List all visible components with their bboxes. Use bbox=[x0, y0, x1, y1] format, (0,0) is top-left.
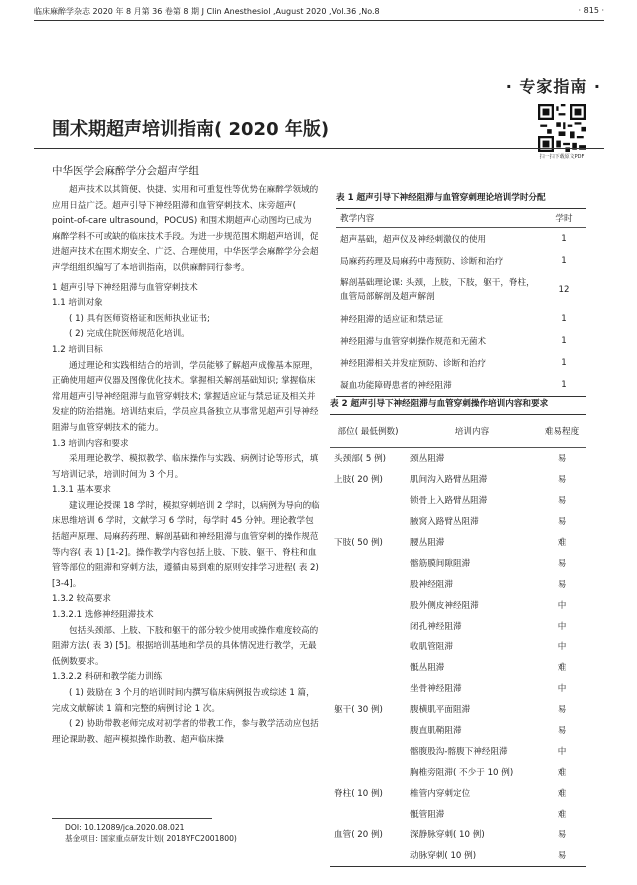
page-title: 围术期超声培训指南( 2020 年版) bbox=[52, 119, 330, 140]
table-row bbox=[336, 330, 586, 352]
table-row bbox=[330, 782, 586, 803]
table-row bbox=[330, 552, 586, 573]
table2-cell-part: 头颈部( 5 例) bbox=[334, 454, 387, 465]
table2-cell-level: 中 bbox=[557, 642, 567, 653]
table1-cell-hours: 1 bbox=[561, 358, 567, 368]
table2-cell-item: 颈丛阻滞 bbox=[410, 454, 445, 465]
table2-cell-part bbox=[330, 636, 406, 657]
journal-info: 临床麻醉学杂志 2020 年 8 月第 36 卷第 8 期 J Clin Anesthesiol ,August 2020 ,Vol.36 ,No.8 bbox=[34, 7, 380, 16]
table2-cell-part bbox=[330, 615, 406, 636]
table-row bbox=[336, 308, 586, 330]
table2-cell-part bbox=[330, 552, 406, 573]
table2-cell-item: 骶管阻滞 bbox=[410, 809, 445, 820]
header-rule bbox=[34, 20, 604, 21]
paragraph: 超声技术以其简便、快捷、实用和可重复性等优势在麻醉学领域的应用日益广泛。超声引导下神经阻滞和血管穿刺技术、床旁超声( point-of-care ultrasound，POCUS) 和围术期超声心动图均已成为麻醉学科不可或缺的临床技术手段。为进一步规范围术期超声培训，促进超声技术在围术期安全、广泛、合理使用，中华医学会麻醉学分会超声学组组织编写了本培训指南，以供麻醉同行参考。 bbox=[52, 185, 319, 273]
table2-cell-level: 中 bbox=[557, 600, 567, 611]
qr-caption: 扫一扫下载原文PDF bbox=[539, 154, 585, 160]
table1-header-hours: 学时 bbox=[542, 209, 586, 228]
table-row bbox=[336, 352, 586, 374]
table2-cell-part bbox=[330, 720, 406, 741]
table2-cell-item: 椎管内穿刺定位 bbox=[410, 788, 471, 799]
paragraph: ( 2) 协助带教老师完成对初学者的带教工作，参与教学活动应包括理论课助教、超声模拟操作助教、超声临床操 bbox=[52, 719, 319, 745]
table2-cell-part bbox=[330, 761, 406, 782]
table2-cell-item: 腹横肌平面阻滞 bbox=[410, 705, 471, 716]
table1-cell-content: 凝血功能障碍患者的神经阻滞 bbox=[340, 381, 452, 391]
table1-cell-content: 局麻药药理及局麻药中毒预防、诊断和治疗 bbox=[340, 257, 504, 267]
table2-cell-level: 易 bbox=[557, 496, 567, 507]
paragraph: 1.3 培训内容和要求 bbox=[52, 438, 129, 449]
table2-cell-item: 深静脉穿刺( 10 例) bbox=[410, 830, 485, 841]
fund: 基金项目: 国家重点研发计划( 2018YFC2001800) bbox=[65, 834, 237, 843]
table1-cell-content: 超声基础，超声仪及神经刺激仪的使用 bbox=[340, 235, 487, 245]
table1-header-row bbox=[336, 209, 586, 228]
table2-cell-level: 中 bbox=[557, 684, 567, 695]
paragraph: 1.1 培训对象 bbox=[52, 298, 103, 309]
table-row bbox=[330, 824, 586, 845]
table2-cell-level: 易 bbox=[557, 705, 567, 716]
table-row bbox=[330, 594, 586, 615]
table-row bbox=[330, 532, 586, 553]
table2-cell-item: 股外侧皮神经阻滞 bbox=[410, 600, 479, 611]
table2-cell-item: 髂腹股沟-髂腹下神经阻滞 bbox=[410, 746, 508, 757]
table1-cell-hours: 1 bbox=[561, 256, 567, 266]
table-row bbox=[330, 448, 586, 469]
table2-cell-item: 腋窝入路臂丛阻滞 bbox=[410, 517, 479, 528]
table-row bbox=[336, 250, 586, 272]
table2-cell-part: 上肢( 20 例) bbox=[334, 475, 383, 486]
table1 bbox=[336, 208, 586, 397]
table2-cell-part bbox=[330, 511, 406, 532]
table2-cell-item: 坐骨神经阻滞 bbox=[410, 684, 462, 695]
table2-header-part: 部位( 最低例数) bbox=[330, 415, 406, 448]
table-row bbox=[330, 740, 586, 761]
paragraph: 1.2 培训目标 bbox=[52, 344, 103, 355]
qr-code-icon bbox=[538, 104, 586, 152]
table2-cell-level: 难 bbox=[557, 767, 567, 778]
table-row bbox=[330, 636, 586, 657]
table-row bbox=[330, 490, 586, 511]
table2-cell-item: 闭孔神经阻滞 bbox=[410, 621, 462, 632]
table1-cell-hours: 1 bbox=[561, 380, 567, 390]
paragraph: 包括头颈部、上肢、下肢和躯干的部分较少使用或操作难度较高的阻滞方法( 表 3) [5]。根据培训基地和学员的具体情况进行教学，无最低例数要求。 bbox=[52, 625, 319, 667]
table2-header-level: 难易程度 bbox=[538, 415, 586, 448]
table2-cell-level: 易 bbox=[557, 851, 567, 862]
table-row bbox=[330, 573, 586, 594]
footnote bbox=[65, 822, 237, 844]
doi: DOI: 10.12089/jca.2020.08.021 bbox=[65, 823, 185, 832]
table2-cell-level: 易 bbox=[557, 579, 567, 590]
table2-cell-level: 易 bbox=[557, 726, 567, 737]
table2-cell-item: 收肌管阻滞 bbox=[410, 642, 453, 653]
table-row bbox=[330, 615, 586, 636]
table2-cell-level: 难 bbox=[557, 788, 567, 799]
paragraph: 采用理论教学、模拟教学、临床操作与实践、病例讨论等形式，填写培训记录，培训时间为 3 个月。 bbox=[52, 454, 319, 480]
table2-cell-part: 脊柱( 10 例) bbox=[334, 788, 383, 799]
table2-cell-level: 中 bbox=[557, 621, 567, 632]
table1-cell-content: 神经阻滞与血管穿刺操作规范和无菌术 bbox=[340, 337, 487, 347]
table2-cell-part: 躯干( 30 例) bbox=[334, 705, 383, 716]
table2-cell-item: 髂筋膜间隙阻滞 bbox=[410, 558, 471, 569]
table2-cell-item: 股神经阻滞 bbox=[410, 579, 453, 590]
table2-cell-item: 腰丛阻滞 bbox=[410, 538, 445, 548]
table-row bbox=[330, 678, 586, 699]
table2-cell-level: 易 bbox=[557, 517, 567, 528]
table1-cell-hours: 1 bbox=[561, 234, 567, 244]
table-row bbox=[330, 699, 586, 720]
paragraph: 1.3.2.1 选修神经阻滞技术 bbox=[52, 610, 154, 621]
paragraph: ( 1) 鼓励在 3 个月的培训时间内撰写临床病例报告或综述 1 篇，完成文献解读 1 篇和完整的病例讨论 1 次。 bbox=[52, 688, 315, 714]
table1-cell-hours: 1 bbox=[561, 336, 567, 346]
table2-cell-item: 锁骨上入路臂丛阻滞 bbox=[410, 496, 488, 507]
page-number: · 815 · bbox=[578, 6, 604, 15]
paragraph: 1.3.2 较高要求 bbox=[52, 594, 111, 605]
table2-cell-part bbox=[330, 678, 406, 699]
table2-cell-part: 下肢( 50 例) bbox=[334, 538, 383, 548]
table2-cell-level: 易 bbox=[557, 475, 567, 486]
table1-cell-content: 神经阻滞的适应证和禁忌证 bbox=[340, 315, 444, 325]
table2-cell-level: 难 bbox=[557, 809, 567, 820]
paragraph: ( 1) 具有医师资格证和医师执业证书; bbox=[69, 313, 210, 324]
paragraph: 1.3.1 基本要求 bbox=[52, 485, 111, 496]
table1-header-content: 教学内容 bbox=[336, 209, 542, 228]
table-row bbox=[336, 272, 586, 308]
table2-cell-level: 中 bbox=[557, 746, 567, 757]
footnote-rule bbox=[52, 818, 212, 819]
table-row bbox=[330, 761, 586, 782]
table2-cell-item: 肌间沟入路臂丛阻滞 bbox=[410, 475, 488, 486]
table-row bbox=[336, 374, 586, 397]
table-row bbox=[330, 720, 586, 741]
table2-cell-part bbox=[330, 573, 406, 594]
paragraph: 建议理论授课 18 学时，模拟穿刺培训 2 学时，以病例为导向的临床思维培训 6 学时，文献学习 6 学时，每学时 45 分钟。理论教学包括超声原理、局麻药药理、解剖基础和神经阻滞与血管穿刺的操作规范等内容( 表 1) [1-2]。操作教学内容包括上肢、下肢、躯干、脊柱和血管等部位的阻滞和穿刺方法，遵循由易到难的原则安排学习进程( 表 2) [3-4]。 bbox=[52, 500, 320, 589]
paragraph: 1.3.2.2 科研和教学能力训练 bbox=[52, 672, 163, 683]
table-row bbox=[330, 803, 586, 824]
paragraph: 1 超声引导下神经阻滞与血管穿刺技术 bbox=[52, 282, 198, 293]
table1-cell-hours: 12 bbox=[558, 285, 570, 295]
table2-cell-level: 易 bbox=[557, 830, 567, 841]
table2-cell-level: 难 bbox=[557, 663, 567, 674]
table1-cell-hours: 1 bbox=[561, 314, 567, 324]
paragraph: 通过理论和实践相结合的培训，学员能够了解超声成像基本原理，正确使用超声仪器及图像优化技术。掌握相关解剖基础知识; 掌握临床常用超声引导神经阻滞与血管穿刺技术; 掌握适应证与禁忌证及相关并发症的防治措施。培训结束后，学员应具备独立从事常见超声引导神经阻滞与血管穿刺技术的能力。 bbox=[52, 360, 319, 433]
table-row bbox=[330, 511, 586, 532]
body-text bbox=[52, 183, 320, 748]
table2 bbox=[330, 414, 586, 867]
table-row bbox=[330, 657, 586, 678]
table2-cell-item: 腹直肌鞘阻滞 bbox=[410, 726, 462, 737]
table2-cell-item: 动脉穿刺( 10 例) bbox=[410, 851, 477, 862]
table2-header-item: 培训内容 bbox=[406, 415, 538, 448]
table2-header-row bbox=[330, 415, 586, 448]
table2-cell-part: 血管( 20 例) bbox=[334, 830, 383, 841]
table1-cell-content: 神经阻滞相关并发症预防、诊断和治疗 bbox=[340, 359, 487, 369]
author: 中华医学会麻醉学分会超声学组 bbox=[52, 165, 199, 177]
title-rule bbox=[34, 148, 604, 149]
table2-cell-level: 易 bbox=[557, 558, 567, 569]
table1-cell-content: 解剖基础理论课: 头颈，上肢，下肢，躯干，脊柱，血管局部解剖及超声解剖 bbox=[340, 278, 535, 302]
table2-cell-part bbox=[330, 803, 406, 824]
table2-cell-part bbox=[330, 490, 406, 511]
table2-cell-part bbox=[330, 657, 406, 678]
table2-cell-item: 骶丛阻滞 bbox=[410, 663, 445, 674]
table2-cell-part bbox=[330, 845, 406, 866]
table2-cell-item: 胸椎旁阻滞( 不少于 10 例) bbox=[410, 767, 514, 778]
section-tag: · 专家指南 · bbox=[505, 77, 601, 96]
table2-cell-part bbox=[330, 740, 406, 761]
table-row bbox=[330, 845, 586, 866]
table2-cell-level: 易 bbox=[557, 454, 567, 465]
paragraph: ( 2) 完成住院医师规范化培训。 bbox=[69, 329, 190, 340]
table-row bbox=[336, 228, 586, 251]
table2-cell-level: 难 bbox=[557, 538, 567, 548]
table2-cell-part bbox=[330, 594, 406, 615]
table-row bbox=[330, 469, 586, 490]
table2-caption: 表 2 超声引导下神经阻滞与血管穿刺操作培训内容和要求 bbox=[330, 399, 549, 409]
table1-caption: 表 1 超声引导下神经阻滞与血管穿刺理论培训学时分配 bbox=[336, 193, 546, 203]
